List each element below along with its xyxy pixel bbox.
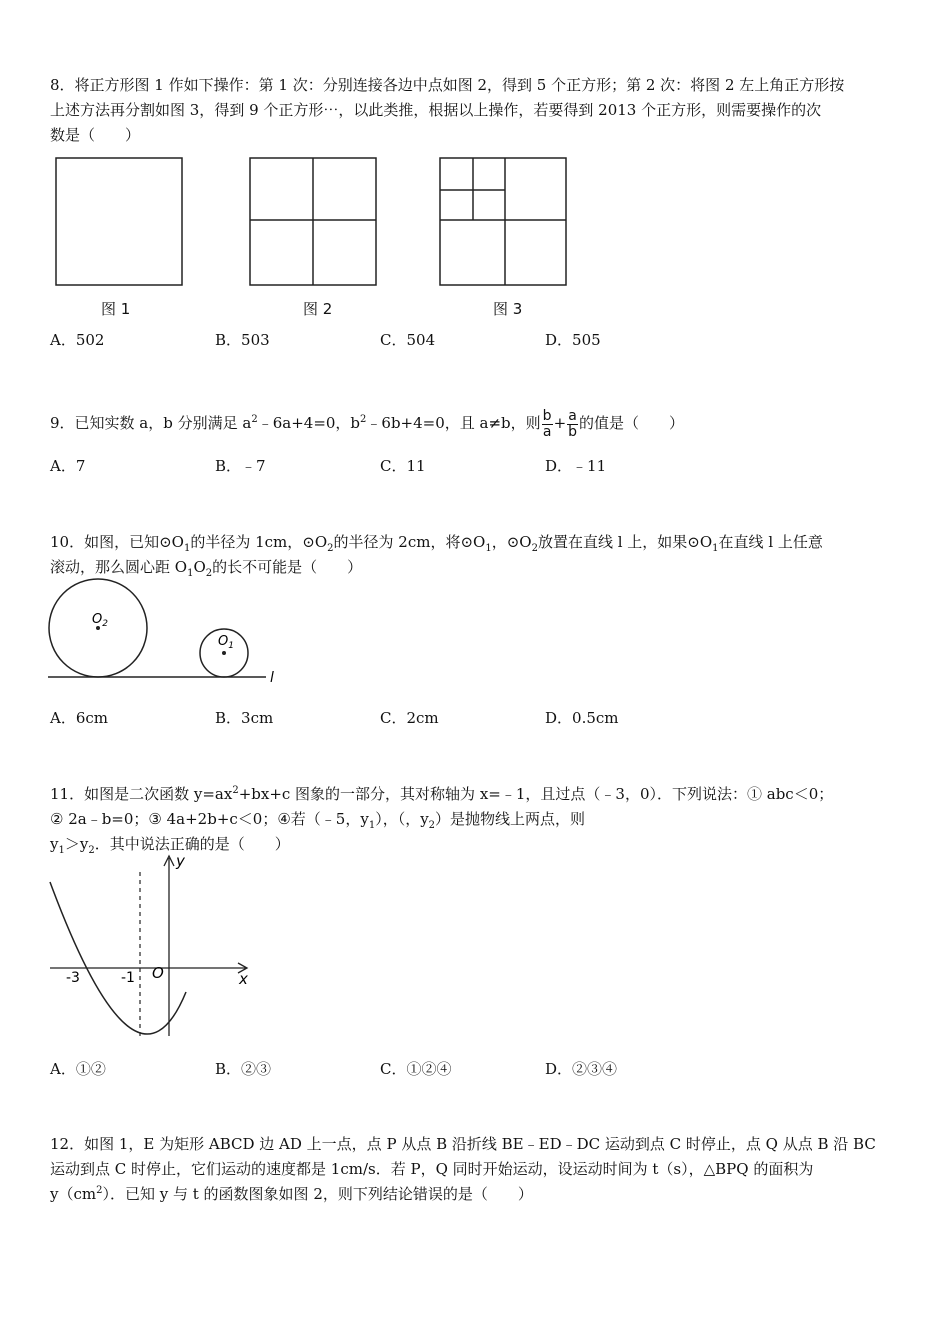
q11-text: 11．如图是二次函数 y=ax [50, 785, 233, 803]
q10-text: 在直线 l 上任意 [718, 533, 823, 551]
q11-option-c[interactable]: C．①②④ [380, 1060, 452, 1078]
q9-square: 2 [360, 414, 367, 425]
label-o2: $O_2$ [92, 612, 108, 629]
q8-figures [50, 152, 580, 322]
q9-options [50, 455, 900, 477]
q11-parabola-graph [44, 850, 264, 1040]
q11-text: ），（，y [375, 810, 429, 828]
q11-line-2 [50, 807, 900, 832]
q9-text: 的值是（ ） [579, 414, 685, 432]
q10-option-c[interactable]: C．2cm [380, 709, 439, 727]
q12-line-2: 运动到点 C 时停止，它们运动的速度都是 1cm/s．若 P，Q 同时开始运动，设运动时间为 t（s），△BPQ 的面积为 [50, 1160, 814, 1178]
circle-o1-center [222, 651, 226, 655]
q8-line-3: 数是（ ） [50, 126, 141, 144]
figure-3-square [440, 158, 566, 285]
q11-subscript: 2 [428, 820, 436, 831]
q10-subscript: 1 [187, 568, 194, 579]
label-line-l: l [270, 670, 274, 686]
plus-sign: + [553, 414, 567, 432]
q9-text: ﹣6b+4=0，且 a≠b，则 [366, 414, 541, 432]
q11-subscript: 2 [88, 845, 95, 856]
q11-square: 2 [232, 785, 239, 796]
q10-circles-figure [44, 578, 284, 688]
q10-subscript: 1 [712, 543, 719, 554]
q10-option-a[interactable]: A．6cm [50, 709, 109, 727]
q11-options [50, 1058, 900, 1080]
fraction-numerator: a [568, 407, 577, 424]
figure-3-caption: 图 3 [493, 300, 523, 318]
q11-text: +bx+c 图象的一部分，其对称轴为 x=﹣1，且过点（﹣3，0）．下列说法：① abc＜0； [238, 785, 834, 803]
q12-text: ）．已知 y 与 t 的函数图象如图 2，则下列结论错误的是（ ） [102, 1185, 533, 1203]
q10-option-d[interactable]: D．0.5cm [545, 709, 619, 727]
q8-line-2: 上述方法再分割如图 3，得到 9 个正方形⋯，以此类推，根据以上操作，若要得到 2013 个正方形，则需要操作的次 [50, 101, 822, 119]
q10-subscript: 2 [531, 543, 538, 554]
fraction-b-over-a [542, 409, 553, 440]
question-12 [50, 1132, 900, 1207]
q10-subscript: 2 [327, 543, 334, 554]
q10-subscript: 1 [183, 543, 191, 554]
q10-text: 的长不可能是（ ） [212, 558, 363, 576]
question-10 [50, 530, 900, 580]
q11-option-d[interactable]: D．②③④ [545, 1060, 618, 1078]
q9-option-d[interactable]: D．﹣11 [545, 457, 607, 475]
q12-text: y（cm [50, 1185, 97, 1203]
q10-text: ，⊙O [491, 533, 532, 551]
q9-option-c[interactable]: C．11 [380, 457, 426, 475]
q11-text: ）是抛物线上两点，则 [435, 810, 586, 828]
q9-text: ﹣6a+4=0，b [257, 414, 361, 432]
tick-label-neg3: -3 [66, 970, 80, 986]
q11-subscript: 1 [368, 820, 376, 831]
q10-text: O [193, 558, 206, 576]
q10-subscript: 2 [205, 568, 213, 579]
origin-label: O [152, 964, 164, 982]
y-axis-label: y [176, 852, 185, 870]
fraction-a-over-b [567, 409, 578, 440]
q10-line-1 [50, 530, 900, 555]
q9-text: 9．已知实数 a，b 分别满足 a [50, 414, 252, 432]
q8-option-d[interactable]: D．505 [545, 331, 601, 349]
question-11 [50, 782, 900, 857]
q11-line-1 [50, 782, 900, 807]
q8-option-b[interactable]: B．503 [215, 331, 270, 349]
parabola-curve [50, 882, 186, 1034]
q9-stem [50, 408, 900, 440]
q11-text: ② 2a﹣b=0；③ 4a+2b+c＜0；④若（﹣5，y [50, 810, 369, 828]
question-8 [50, 73, 900, 148]
q8-options [50, 329, 900, 351]
q11-text: ．其中说法正确的是（ ） [94, 835, 290, 853]
label-o1: $O_1$ [218, 634, 234, 651]
q10-text: 的半径为 1cm，⊙O [190, 533, 328, 551]
fraction-numerator: b [542, 407, 552, 424]
figure-1-caption: 图 1 [101, 300, 131, 318]
x-axis-label: x [239, 970, 248, 988]
fraction-denominator: a [542, 423, 552, 440]
q11-subscript: 1 [58, 845, 65, 856]
q10-text: 10．如图，已知⊙O [50, 533, 184, 551]
q9-square: 2 [251, 414, 258, 425]
q11-text: y [50, 835, 59, 853]
q11-text: ＞y [64, 835, 89, 853]
q8-option-a[interactable]: A．502 [50, 331, 105, 349]
q11-option-b[interactable]: B．②③ [215, 1060, 272, 1078]
q10-option-b[interactable]: B．3cm [215, 709, 274, 727]
q12-line-3 [50, 1182, 900, 1207]
figure-1-square [56, 158, 182, 285]
q11-option-a[interactable]: A．①② [50, 1060, 106, 1078]
q8-option-c[interactable]: C．504 [380, 331, 436, 349]
question-9 [50, 408, 900, 440]
q10-text: 的半径为 2cm，将⊙O [333, 533, 486, 551]
q10-text: 滚动，那么圆心距 O [50, 558, 188, 576]
fraction-denominator: b [568, 423, 578, 440]
q9-option-a[interactable]: A．7 [50, 457, 86, 475]
q8-line-1: 8．将正方形图 1 作如下操作：第 1 次：分别连接各边中点如图 2，得到 5 个正方形；第 2 次：将图 2 左上角正方形按 [50, 76, 845, 94]
q10-line-2 [50, 555, 900, 580]
q12-square: 2 [96, 1185, 103, 1196]
q10-options [50, 707, 900, 729]
q12-line-1: 12．如图 1，E 为矩形 ABCD 边 AD 上一点，点 P 从点 B 沿折线 BE﹣ED﹣DC 运动到点 C 时停止，点 Q 从点 B 沿 BC [50, 1135, 876, 1153]
figure-2-caption: 图 2 [303, 300, 333, 318]
q10-text: 放置在直线 l 上，如果⊙O [537, 533, 713, 551]
q9-option-b[interactable]: B．﹣7 [215, 457, 266, 475]
tick-label-neg1: -1 [121, 970, 135, 986]
q10-subscript: 1 [485, 543, 492, 554]
